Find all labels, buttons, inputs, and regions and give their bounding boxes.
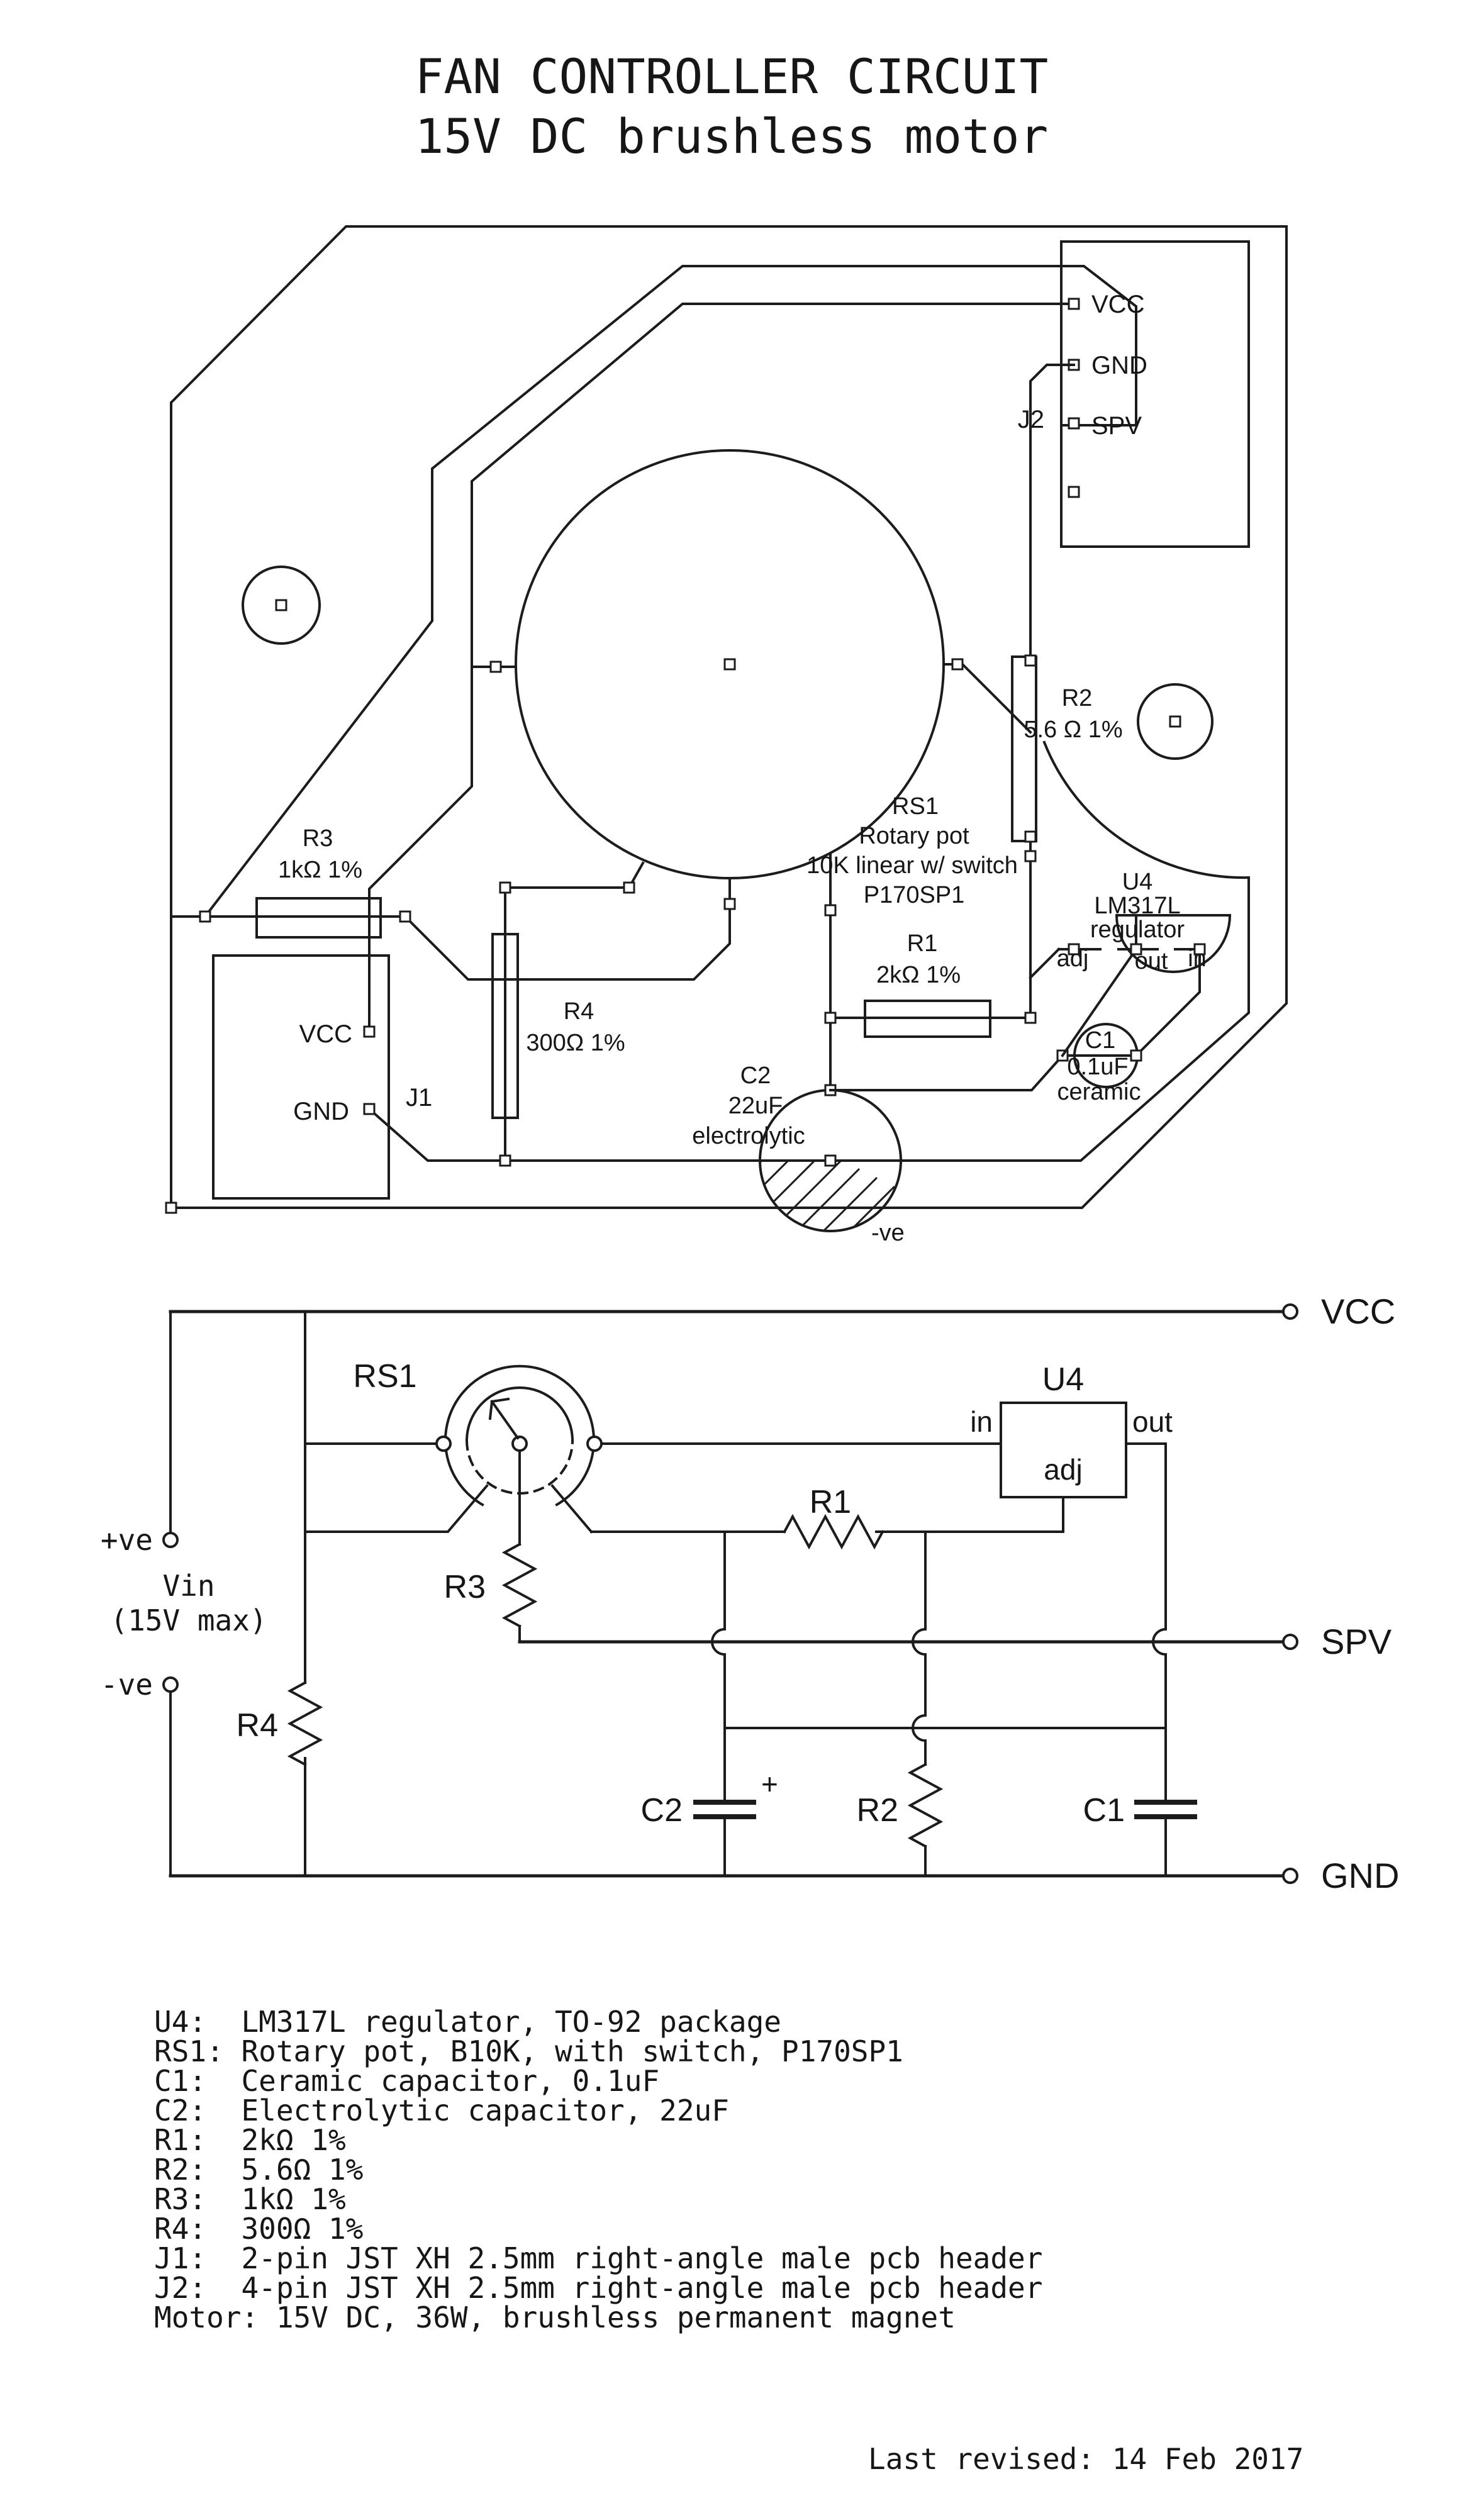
pcb-layout-drawing	[166, 226, 1286, 1331]
pcb-r2-pad-bottom	[1025, 832, 1035, 842]
sch-u4-out-label: out	[1132, 1405, 1173, 1438]
sch-c1-plates	[1134, 1802, 1197, 1817]
pcb-r4-value: 300Ω 1%	[526, 1030, 625, 1056]
pcb-rs1-wiper-trace	[405, 878, 730, 979]
sch-r2-wire	[913, 1532, 925, 1876]
pcb-c2-desc: electrolytic	[692, 1123, 805, 1149]
pcb-r1-name: R1	[907, 930, 938, 957]
pcb-u4-desc1: LM317L	[1094, 893, 1181, 919]
pcb-rs1-desc2: 10K linear w/ switch	[806, 852, 1018, 879]
sch-vcc-terminal	[1283, 1305, 1297, 1318]
pcb-u4-adj-label: adj	[1056, 945, 1089, 972]
sch-c2-plus: +	[761, 1768, 778, 1800]
sch-rs1-terminal-left	[437, 1437, 450, 1451]
pcb-j2-spv-label: SPV	[1091, 412, 1142, 440]
parts-line-r1: R1: 2kΩ 1%	[154, 2123, 346, 2157]
sch-rs1-label: RS1	[353, 1358, 417, 1395]
pcb-r3-value: 1kΩ 1%	[277, 857, 363, 883]
pcb-r3-pad-right	[400, 911, 410, 922]
pcb-motor-right-pad	[952, 659, 962, 669]
sch-vin-label-2: (15V max)	[110, 1603, 267, 1637]
pcb-rs1-desc1: Rotary pot	[859, 823, 969, 849]
sch-pos-terminal	[164, 1533, 177, 1547]
pcb-r2-pad-top	[1025, 655, 1035, 666]
pcb-j1-vcc-label: VCC	[299, 1020, 352, 1048]
pcb-r1-pad-right	[1025, 1013, 1035, 1023]
pcb-u4-desc2: regulator	[1090, 917, 1185, 943]
sch-r2-label: R2	[856, 1792, 898, 1829]
pcb-r1-pad-left	[825, 1013, 835, 1023]
schematic-drawing	[101, 1291, 1400, 1895]
pcb-u4-out-label: out	[1134, 948, 1168, 974]
pcb-j1-gnd-label: GND	[293, 1098, 349, 1125]
sch-u4-adj-label: adj	[1044, 1453, 1083, 1486]
sch-gnd-label: GND	[1321, 1856, 1400, 1895]
parts-line-rs1: RS1: Rotary pot, B10K, with switch, P170SP1	[154, 2034, 903, 2068]
parts-line-c1: C1: Ceramic capacitor, 0.1uF	[154, 2064, 660, 2098]
pcb-u4-adj-trace	[1030, 949, 1059, 978]
sch-gnd-terminal	[1283, 1869, 1297, 1883]
parts-line-c2: C2: Electrolytic capacitor, 22uF	[154, 2093, 729, 2127]
pcb-c2-value: 22uF	[728, 1093, 783, 1119]
pcb-r4-pad-top	[500, 883, 510, 893]
sch-u4-label: U4	[1042, 1361, 1085, 1398]
pcb-j1-pad-gnd	[364, 1104, 374, 1114]
pcb-j2-pad-vcc	[1069, 299, 1079, 309]
pcb-r2-body	[1012, 657, 1036, 841]
pcb-j2-label: J2	[1017, 406, 1044, 433]
pcb-rs1-right-pad	[825, 905, 835, 915]
sch-rs1-wiper-arrow	[490, 1399, 518, 1438]
sch-spv-label: SPV	[1321, 1622, 1392, 1661]
pcb-c2-name: C2	[740, 1062, 771, 1089]
sch-r3-resistor	[505, 1544, 535, 1626]
pcb-trace-vcc	[369, 304, 1074, 1027]
pcb-r4-top-trace	[505, 863, 643, 888]
pcb-r2-name: R2	[1061, 685, 1093, 711]
sch-r1-resistor	[784, 1517, 883, 1547]
sch-pos-label: +ve	[100, 1523, 153, 1557]
parts-list	[154, 2005, 1042, 2334]
pcb-j1-label: J1	[406, 1084, 433, 1112]
pcb-rs1-desc3: P170SP1	[863, 882, 965, 908]
pcb-j2-vcc-label: VCC	[1091, 291, 1145, 318]
pcb-j2-inner-outline	[1061, 266, 1136, 425]
sch-u4-in-label: in	[970, 1405, 993, 1438]
pcb-r3-pad-left	[200, 911, 210, 922]
sch-neg-terminal	[164, 1678, 177, 1692]
sch-c1-label: C1	[1083, 1792, 1125, 1829]
pcb-corner-pad	[166, 1203, 176, 1213]
parts-line-motor: Motor: 15V DC, 36W, brushless permanent magnet	[154, 2300, 956, 2334]
sch-vcc-label: VCC	[1321, 1291, 1396, 1331]
sch-rs1-terminal-right	[588, 1437, 601, 1451]
pcb-left-hole-pad	[276, 600, 286, 610]
parts-line-u4: U4: LM317L regulator, TO-92 package	[154, 2005, 781, 2039]
pcb-c1-pad-right	[1131, 1051, 1141, 1061]
pcb-c2-neg-label: -ve	[871, 1220, 905, 1246]
pcb-c1-name: C1	[1085, 1027, 1116, 1054]
parts-line-r2: R2: 5.6Ω 1%	[154, 2153, 364, 2187]
sch-r4-label: R4	[236, 1707, 278, 1744]
pcb-j1-connector	[213, 956, 389, 1198]
footer-last-revised: Last revised: 14 Feb 2017	[868, 2442, 1304, 2476]
pcb-right-hole-pad	[1170, 716, 1180, 727]
pcb-r4-pad-bottom	[500, 1156, 510, 1166]
sch-vin-label-1: Vin	[162, 1569, 215, 1603]
sch-c2-wire	[712, 1532, 725, 1876]
pcb-rs1-name: RS1	[892, 793, 939, 820]
pcb-motor-right-trace	[944, 664, 1030, 732]
pcb-j1-pad-vcc	[364, 1027, 374, 1037]
pcb-motor-center-pad	[725, 659, 735, 669]
pcb-motor-left-pad	[491, 662, 501, 672]
pcb-r1-value: 2kΩ 1%	[876, 962, 961, 988]
pcb-r3-name: R3	[302, 825, 333, 852]
sch-r3-label: R3	[444, 1569, 486, 1605]
pcb-c1-value: 0.1uF	[1067, 1054, 1129, 1080]
pcb-j2-pad-4	[1069, 487, 1079, 497]
pcb-inner-arc	[1044, 742, 1249, 878]
title-line-1: FAN CONTROLLER CIRCUIT	[415, 48, 1049, 104]
parts-line-r4: R4: 300Ω 1%	[154, 2212, 364, 2246]
sch-neg-label: -ve	[100, 1668, 153, 1702]
pcb-j2-gnd-label: GND	[1091, 352, 1147, 379]
sch-spv-terminal	[1283, 1635, 1297, 1649]
title-block	[415, 48, 1049, 164]
pcb-j2-connector	[1061, 242, 1249, 547]
sch-rs1-inner-top	[467, 1388, 572, 1441]
pcb-j2-pad-spv	[1069, 418, 1079, 428]
parts-line-j2: J2: 4-pin JST XH 2.5mm right-angle male pcb header	[154, 2271, 1043, 2305]
pcb-c1-desc: ceramic	[1057, 1079, 1141, 1105]
sch-r2-resistor	[910, 1764, 940, 1846]
pcb-r2-via	[1025, 851, 1035, 861]
sch-c2-plates	[693, 1802, 756, 1817]
pcb-u4-in-label: in	[1188, 945, 1207, 972]
pcb-r4-top-trace-pad	[624, 883, 634, 893]
sch-switch-lever	[305, 1486, 591, 1532]
title-line-2: 15V DC brushless motor	[415, 108, 1049, 164]
sch-r1-label: R1	[809, 1484, 852, 1520]
sch-c2-label: C2	[640, 1792, 683, 1829]
sch-rs1-terminal-wiper	[513, 1437, 527, 1451]
pcb-u4-name: U4	[1122, 869, 1153, 895]
sch-r4-resistor	[290, 1683, 320, 1764]
parts-line-r3: R3: 1kΩ 1%	[154, 2182, 346, 2216]
pcb-r4-name: R4	[563, 998, 594, 1025]
parts-line-j1: J1: 2-pin JST XH 2.5mm right-angle male pcb header	[154, 2241, 1043, 2275]
pcb-rs1-wiper-pad	[725, 899, 735, 909]
pcb-c2-pad-center	[825, 1156, 835, 1166]
sch-out-wire	[1126, 1444, 1166, 1876]
pcb-r2-value: 5.6 Ω 1%	[1024, 716, 1123, 743]
